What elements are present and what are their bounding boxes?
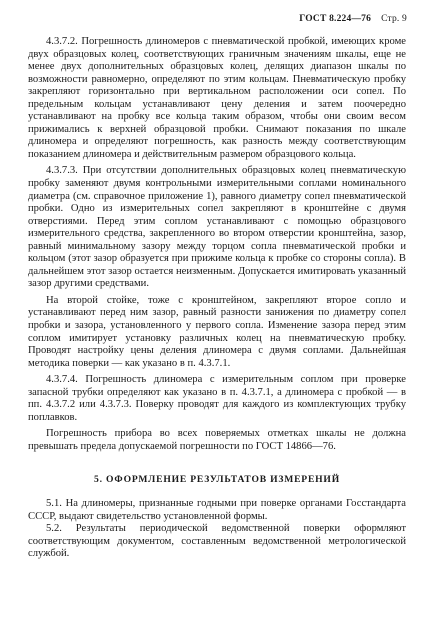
page-header [299, 14, 407, 24]
section-title: 5. ОФОРМЛЕНИЕ РЕЗУЛЬТАТОВ ИЗМЕРЕНИЙ [94, 473, 340, 485]
paragraph-error-limit: Погрешность прибора во всех поверяемых отметках шкалы не должна превышать предела допускаемой погрешности по ГОСТ 14866—76. [28, 428, 406, 452]
document-body [28, 36, 406, 561]
page-number: Стр. 9 [381, 14, 407, 24]
paragraph-second-stand: На второй стойке, тоже с кронштейном, закрепляют второе сопло и устанавливают перед ним зазор, равный разности занижения по диаметру сопел пробки и зазора, установленного у первого сопла. Изменение зазора перед этим соплом имитирует установку различных колец на пневматическую пробку. Проводят настройку цены деления длиномера с двумя соплами. Дальнейшая методика поверки — как указано в п. 4.3.7.1. [28, 294, 406, 369]
paragraph-5-1: 5.1. На длиномеры, признанные годными при поверке органами Госстандарта СССР, выдают свидетельство установленной формы. [28, 498, 406, 522]
standard-number: ГОСТ 8.224—76 [299, 14, 372, 24]
paragraph-4-3-7-4: 4.3.7.4. Погрешность длиномера с измерительным соплом при проверке запасной трубки определяют как указано в п. 4.3.7.1, а длиномера с пробкой — в пп. 4.3.7.2 или 4.3.7.3. Поверку проводят для каждого из комплектующих трубку поплавков. [28, 374, 406, 423]
paragraph-4-3-7-2: 4.3.7.2. Погрешность длиномеров с пневматической пробкой, имеющих кроме двух образцовых колец, соответствующих граничным значениям шкалы, еще не менее двух дополнительных образцовых колец, делящих диапазон шкалы по возможности равномерно, определяют по этим кольцам. Пневматическую пробку закрепляют горизонтально при вертикальном расположении оси сопел. По предельным кольцам устанавливают цену деления и затем поочередно устанавливают на пробку все кольца таким образом, чтобы они своим весом прижимались к верхней образцовой пробки. Снимают показания по шкале длиномера и определяют погрешность, как разность между соответствующим показанием длиномера и действительным размером образцового кольца. [28, 36, 406, 160]
paragraph-5-2: 5.2. Результаты периодической ведомственной поверки оформляют соответствующим документом, составленным ведомственной метрологической службой. [28, 523, 406, 560]
paragraph-4-3-7-3: 4.3.7.3. При отсутствии дополнительных образцовых колец пневматическую пробку заменяют двумя контрольными измерительными соплами номинального диаметра (см. справочное приложение 1), равного диаметру сопел пневматической пробки. Одно из измерительных сопел закрепляют в кронштейне с двумя отверстиями. Перед этим соплом устанавливают с помощью образцового измерительного средства, закрепленного во втором отверстии кронштейна, зазор, равный минимальному зазору между торцом сопла пневматической пробки и кольцом (этот зазор образуется при прижиме кольца к пробке со стороны сопла). В дальнейшем этот зазор остается неизменным. Допускается имитировать указанный зазор другими средствами. [28, 165, 406, 290]
